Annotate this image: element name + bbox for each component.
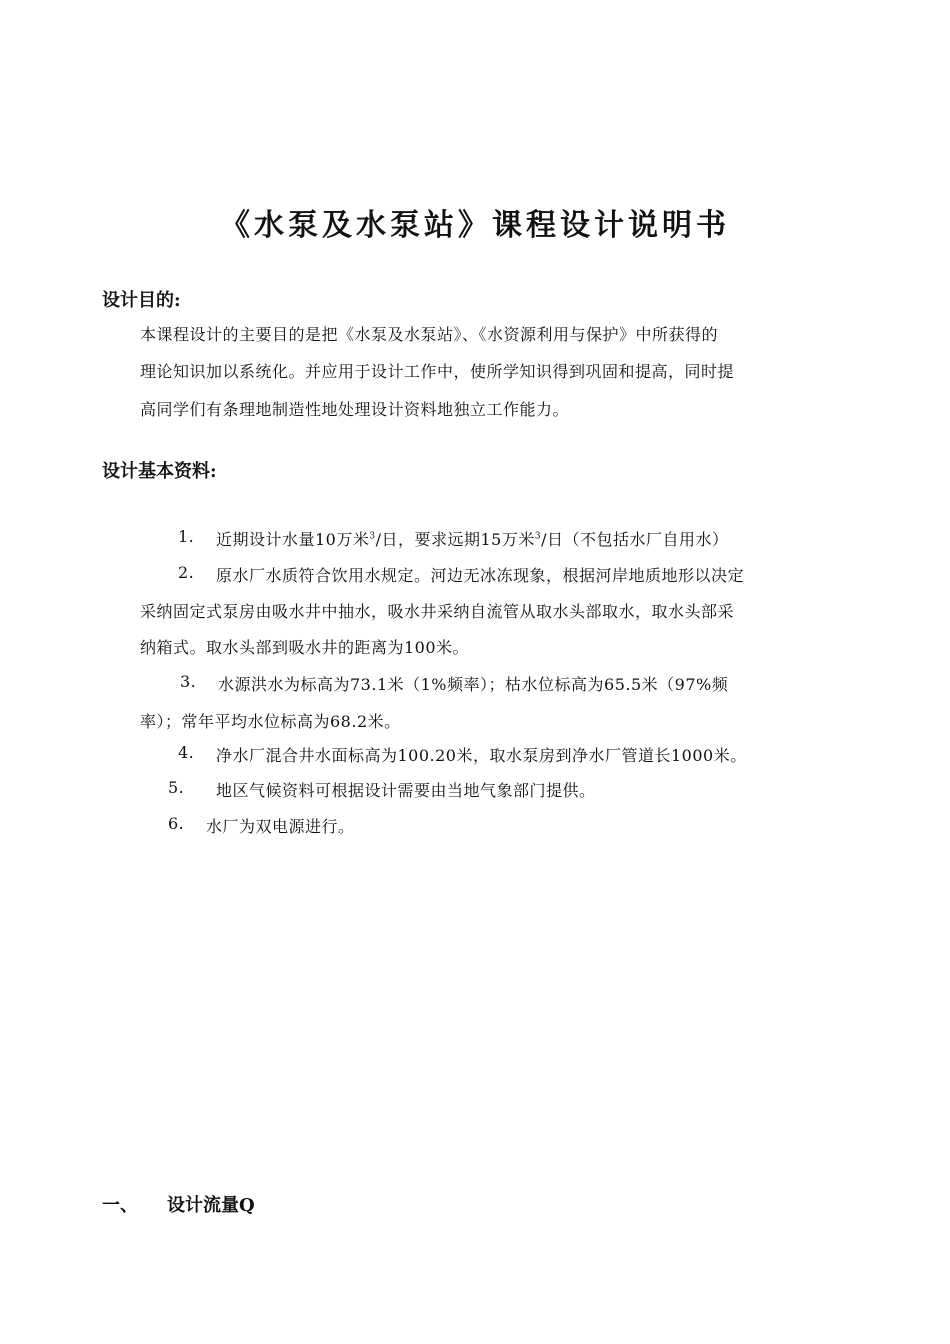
item-6-text: 水厂为双电源进行。 [206, 817, 355, 836]
item-5-number: 5. [168, 778, 185, 797]
item-4-number: 4. [178, 743, 195, 762]
item-1-text: 近期设计水量10万米$^3$/日，要求远期15万米$^3$/日（不包括水厂自用水） [216, 530, 729, 549]
item-2-line-2: 采纳固定式泵房由吸水井中抽水，吸水井采纳自流管从取水头部取水，取水头部采 [140, 602, 735, 621]
section-1-title: 设计流量Q [167, 1195, 255, 1216]
basic-data-heading: 设计基本资料: [102, 461, 217, 482]
purpose-line-1: 本课程设计的主要目的是把《水泵及水泵站》、《水资源利用与保护》中所获得的 [140, 325, 719, 344]
item-1-number: 1. [178, 527, 195, 546]
item-2-number: 2. [178, 563, 195, 582]
purpose-line-2: 理论知识加以系统化。并应用于设计工作中，使所学知识得到巩固和提高，同时提 [140, 362, 735, 381]
item-4-text: 净水厂混合井水面标高为100.20米，取水泵房到净水厂管道长1000米。 [216, 746, 747, 765]
item-2-line-1: 原水厂水质符合饮用水规定。河边无冰冻现象，根据河岸地质地形以决定 [216, 566, 745, 585]
item-6-number: 6. [168, 814, 185, 833]
purpose-line-3: 高同学们有条理地制造性地处理设计资料地独立工作能力。 [140, 400, 570, 419]
item-5-text: 地区气候资料可根据设计需要由当地气象部门提供。 [216, 781, 596, 800]
item-3-number: 3. [180, 672, 197, 691]
item-2-line-3: 纳箱式。取水头部到吸水井的距离为100米。 [140, 638, 470, 657]
item-3-line-1: 水源洪水为标高为73.1米（1%频率）；枯水位标高为65.5米（97%频 [218, 675, 729, 694]
document-title: 《水泵及水泵站》课程设计说明书 [220, 208, 730, 243]
section-1-number: 一、 [102, 1195, 138, 1216]
item-3-line-2: 率）；常年平均水位标高为68.2米。 [140, 712, 401, 731]
purpose-heading: 设计目的: [102, 290, 181, 311]
